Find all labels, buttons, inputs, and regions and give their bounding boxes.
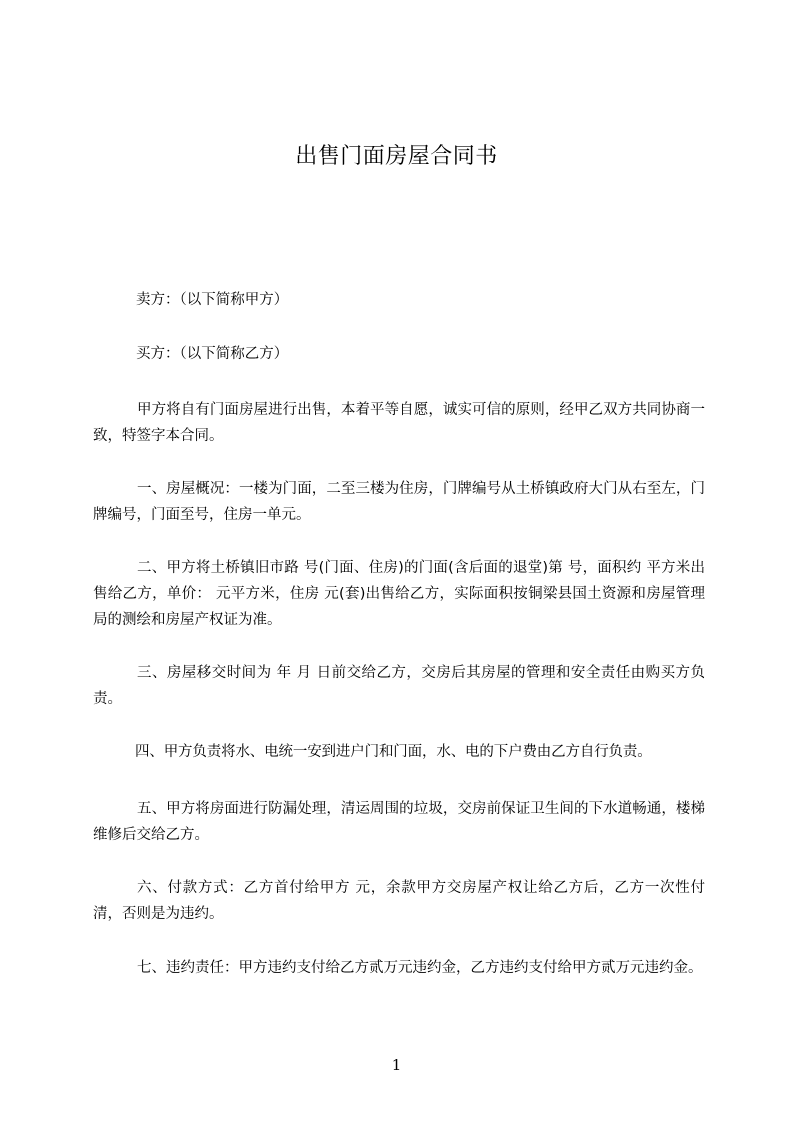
clause-5: 五、甲方将房面进行防漏处理，清运周围的垃圾，交房前保证卫生间的下水道畅通，楼梯维修后交给乙方。 <box>93 801 705 843</box>
buyer-line: 买方：（以下简称乙方） <box>136 346 289 362</box>
document-title: 出售门面房屋合同书 <box>295 144 498 169</box>
clause-3: 三、房屋移交时间为 年 月 日前交给乙方，交房后其房屋的管理和安全责任由购买方负责。 <box>93 665 705 707</box>
clause-6: 六、付款方式：乙方首付给甲方 元，余款甲方交房屋产权让给乙方后，乙方一次性付清，否则是为违约。 <box>93 880 705 922</box>
seller-line: 卖方：（以下简称甲方） <box>136 292 289 308</box>
page-number: 1 <box>391 1056 402 1074</box>
clause-7: 七、违约责任：甲方违约支付给乙方贰万元违约金，乙方违约支付给甲方贰万元违约金。 <box>137 960 703 976</box>
clause-preamble: 甲方将自有门面房屋进行出售，本着平等自愿，诚实可信的原则，经甲乙双方共同协商一致，特签字本合同。 <box>93 402 705 444</box>
clause-2: 二、甲方将土桥镇旧市路 号(门面、住房)的门面(含后面的退堂)第 号，面积约 平方米出售给乙方，单价： 元平方米，住房 元(套)出售给乙方，实际面积按铜梁县国土资源和房屋管理局的测绘和房屋产权证为准。 <box>93 560 705 628</box>
clause-1: 一、房屋概况：一楼为门面，二至三楼为住房，门牌编号从土桥镇政府大门从右至左，门牌编号，门面至号，住房一单元。 <box>93 481 705 523</box>
clause-4: 四、甲方负责将水、电统一安到进户门和门面，水、电的下户费由乙方自行负责。 <box>135 744 652 760</box>
